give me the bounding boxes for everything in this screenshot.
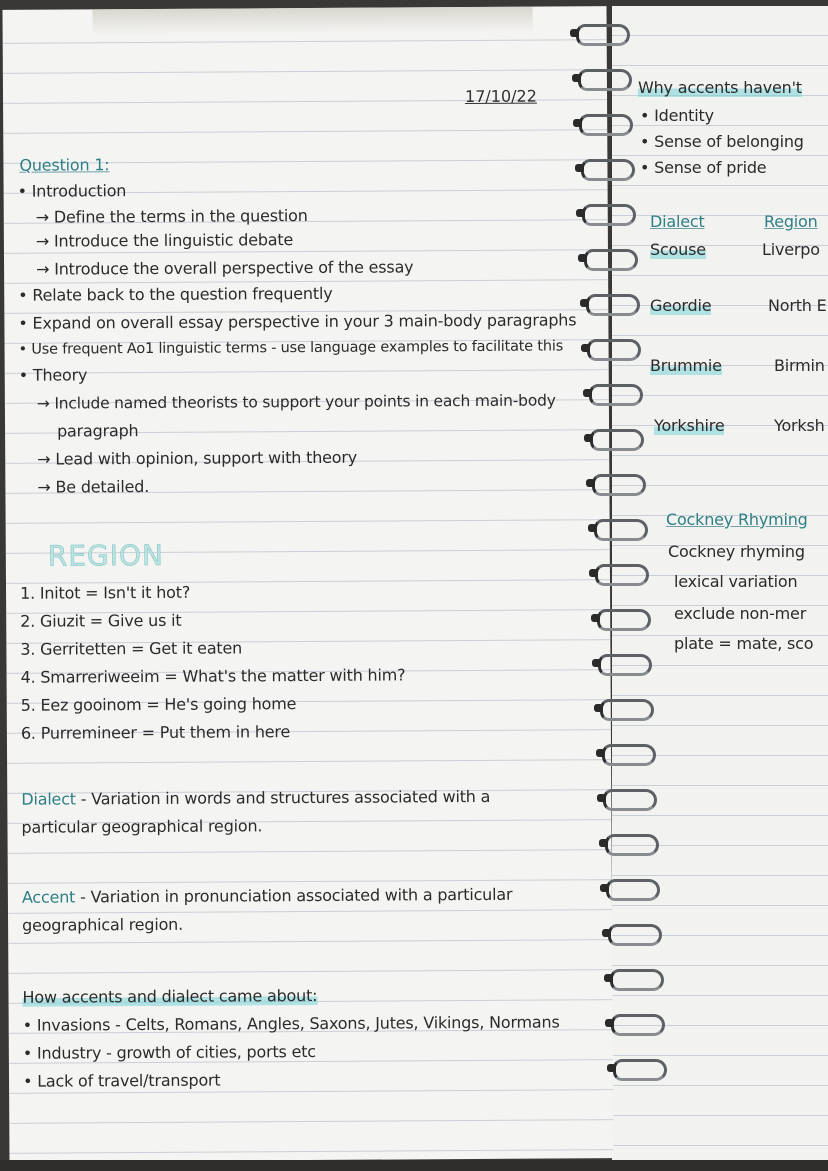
- spiral-ring: [588, 474, 646, 492]
- table-cell-dialect: Geordie: [650, 296, 712, 315]
- ring-loop: [582, 204, 636, 226]
- ring-loop: [598, 654, 652, 676]
- ring-loop: [576, 24, 630, 46]
- note-line: • Use frequent Ao1 linguistic terms - use language examples to facilitate this: [18, 338, 564, 358]
- note-line: → Introduce the overall perspective of the essay: [36, 257, 414, 279]
- note-line: → Include named theorists to support your points in each main-body: [36, 391, 556, 413]
- spiral-ring: [607, 1014, 665, 1032]
- table-cell-region: Birmin: [774, 356, 825, 375]
- dialect-definition: Dialect - Variation in words and structures associated with a: [21, 786, 491, 809]
- spiral-ring: [599, 789, 657, 807]
- ring-loop: [587, 339, 641, 361]
- region-item: 6. Purremineer = Put them in here: [20, 722, 291, 743]
- spiral-ring: [593, 609, 651, 627]
- table-cell-dialect: Scouse: [650, 240, 706, 259]
- ring-hole: [581, 344, 590, 352]
- ring-hole: [575, 164, 584, 172]
- cockney-line: Cockney rhyming: [668, 542, 805, 561]
- note-line: → Introduce the linguistic debate: [35, 230, 294, 251]
- ring-hole: [607, 1064, 616, 1072]
- ring-loop: [594, 519, 648, 541]
- right-bullet: • Sense of pride: [640, 158, 767, 177]
- ring-hole: [570, 29, 579, 37]
- spiral-ring: [582, 294, 640, 312]
- spiral-ring: [596, 699, 654, 717]
- ring-loop: [603, 789, 657, 811]
- note-line: → Define the terms in the question: [35, 205, 308, 227]
- table-cell-dialect: Brummie: [650, 356, 722, 375]
- spiral-ring: [577, 159, 635, 177]
- came-about-item: • Industry - growth of cities, ports etc: [22, 1041, 316, 1063]
- dialect-definition-cont: particular geographical region.: [21, 816, 263, 837]
- ring-hole: [584, 434, 593, 442]
- spiral-ring: [591, 564, 649, 582]
- table-header-region: Region: [764, 212, 818, 231]
- spiral-ring: [572, 24, 630, 42]
- came-about-heading: How accents and dialect came about:: [22, 985, 318, 1007]
- spiral-ring: [583, 339, 641, 357]
- ring-loop: [579, 114, 633, 136]
- accent-definition-cont: geographical region.: [22, 914, 184, 935]
- ring-hole: [605, 1019, 614, 1027]
- ring-loop: [592, 474, 646, 496]
- ring-loop: [595, 564, 649, 586]
- ring-hole: [589, 569, 598, 577]
- accent-definition: Accent - Variation in pronunciation associated with a particular: [21, 884, 513, 907]
- left-notebook-page: [2, 6, 613, 1162]
- question-heading: Question 1:: [19, 155, 110, 175]
- ring-loop: [586, 294, 640, 316]
- page-date: 17/10/22: [464, 86, 537, 107]
- spiral-ring: [586, 429, 644, 447]
- page-shadow: [92, 7, 532, 36]
- table-edge: [0, 1160, 828, 1171]
- ring-hole: [599, 839, 608, 847]
- region-item: 3. Gerritetten = Get it eaten: [20, 638, 243, 659]
- spiral-ring: [604, 924, 662, 942]
- spiral-ring: [574, 69, 632, 87]
- spiral-ring: [594, 654, 652, 672]
- spiral-ring: [585, 384, 643, 402]
- table-cell-region: Yorksh: [774, 416, 825, 435]
- spiral-ring: [590, 519, 648, 537]
- right-bullet: • Identity: [640, 106, 714, 125]
- spiral-binding: [568, 0, 658, 1171]
- cockney-line: lexical variation: [674, 572, 798, 591]
- spiral-ring: [598, 744, 656, 762]
- right-heading: Why accents haven't: [638, 78, 802, 97]
- note-line: • Introduction: [17, 181, 127, 201]
- ring-hole: [573, 119, 582, 127]
- table-cell-dialect: Yorkshire: [654, 416, 725, 435]
- ring-hole: [583, 389, 592, 397]
- note-line: → Be detailed.: [37, 476, 150, 497]
- ring-hole: [588, 524, 597, 532]
- ring-hole: [596, 749, 605, 757]
- ring-hole: [586, 479, 595, 487]
- note-line: • Relate back to the question frequently: [18, 283, 333, 305]
- cockney-line: exclude non-mer: [674, 604, 807, 623]
- ring-loop: [606, 879, 660, 901]
- note-line: → Lead with opinion, support with theory: [37, 447, 358, 469]
- spiral-ring: [580, 249, 638, 267]
- ring-hole: [594, 704, 603, 712]
- ring-hole: [572, 74, 581, 82]
- ring-loop: [610, 969, 664, 991]
- region-item: 2. Giuzit = Give us it: [20, 610, 182, 631]
- ring-hole: [597, 794, 606, 802]
- region-item: 4. Smarreriweeim = What's the matter with him?: [20, 665, 406, 687]
- note-line: • Expand on overall essay perspective in your 3 main-body paragraphs: [18, 310, 577, 333]
- ring-loop: [584, 249, 638, 271]
- came-about-item: • Invasions - Celts, Romans, Angles, Saxons, Jutes, Vikings, Normans: [22, 1012, 560, 1035]
- ring-loop: [611, 1014, 665, 1036]
- ring-loop: [589, 384, 643, 406]
- spiral-ring: [606, 969, 664, 987]
- region-item: 5. Eez gooinom = He's going home: [20, 694, 297, 715]
- ring-hole: [578, 254, 587, 262]
- table-cell-region: Liverpo: [762, 240, 820, 259]
- ring-hole: [604, 974, 613, 982]
- ring-loop: [600, 699, 654, 721]
- ring-loop: [608, 924, 662, 946]
- ring-hole: [591, 614, 600, 622]
- cockney-heading: Cockney Rhyming: [666, 510, 808, 529]
- right-bullet: • Sense of belonging: [640, 132, 804, 151]
- spiral-ring: [609, 1059, 667, 1077]
- table-cell-region: North E: [768, 296, 827, 315]
- ring-loop: [581, 159, 635, 181]
- ring-loop: [578, 69, 632, 91]
- ring-hole: [592, 659, 601, 667]
- ring-loop: [597, 609, 651, 631]
- note-line: paragraph: [57, 421, 139, 441]
- table-header-dialect: Dialect: [650, 212, 705, 231]
- cockney-line: plate = mate, sco: [674, 634, 814, 653]
- came-about-item: • Lack of travel/transport: [22, 1070, 221, 1091]
- ring-hole: [580, 299, 589, 307]
- ring-hole: [600, 884, 609, 892]
- ring-loop: [613, 1059, 667, 1081]
- ring-hole: [576, 209, 585, 217]
- spiral-ring: [575, 114, 633, 132]
- region-item: 1. Initot = Isn't it hot?: [19, 582, 191, 603]
- spiral-ring: [578, 204, 636, 222]
- ring-loop: [590, 429, 644, 451]
- spiral-ring: [601, 834, 659, 852]
- ring-loop: [602, 744, 656, 766]
- region-title: REGION: [47, 538, 165, 573]
- spiral-ring: [602, 879, 660, 897]
- ring-loop: [605, 834, 659, 856]
- note-line: • Theory: [18, 365, 88, 385]
- ring-hole: [602, 929, 611, 937]
